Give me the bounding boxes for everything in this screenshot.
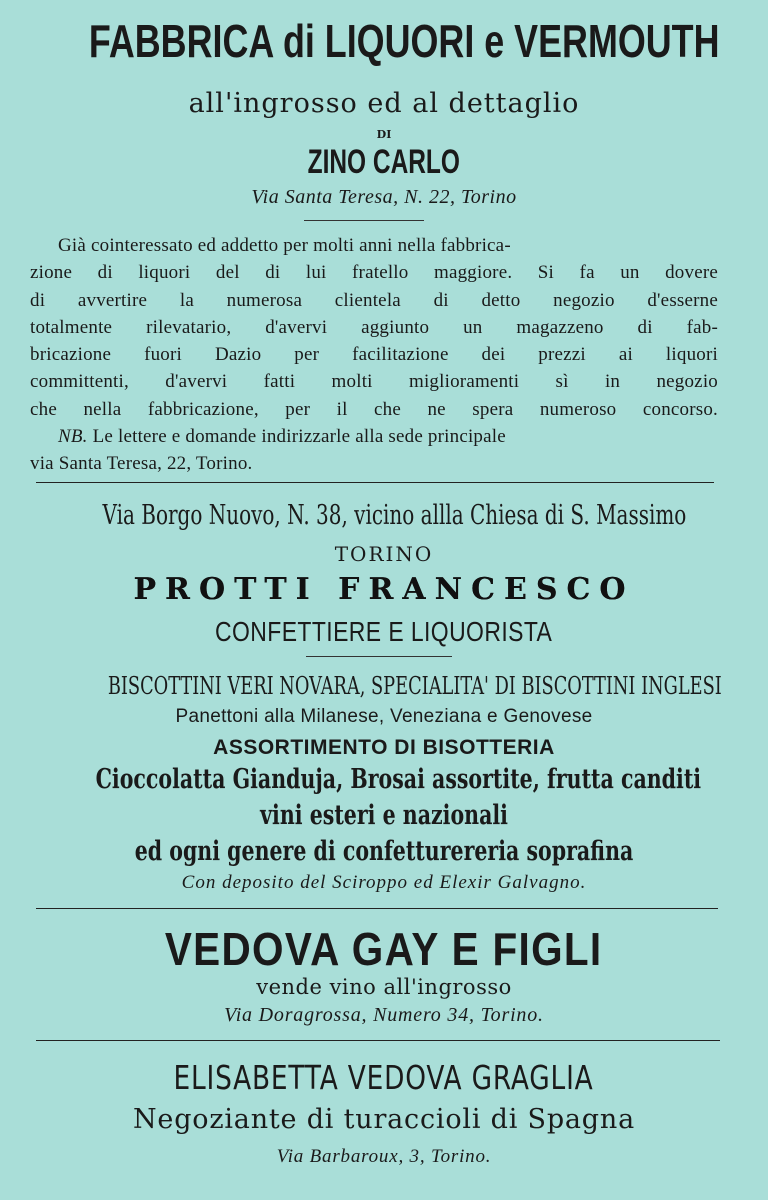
ad1-body-line-4: totalmente rilevatario, d'avervi aggiunto un magazzeno di fab- <box>30 316 718 338</box>
ad3-address: Via Doragrossa, Numero 34, Torino. <box>224 1004 544 1026</box>
ad1-body-line-7: che nella fabbricazione, per il che ne spera numeroso concorso. <box>30 398 718 420</box>
ad2-confection: ed ogni genere di confetturereria soprafina <box>134 836 634 867</box>
ad3-tagline: vende vino all'ingrosso <box>256 975 512 999</box>
ad4-address: Via Barbaroux, 3, Torino. <box>276 1146 492 1167</box>
ad2-city: TORINO <box>334 542 434 566</box>
ad1-headline-row <box>0 14 768 68</box>
ad1-body-line-3: di avvertire la numerosa clientela di detto negozio d'esserne <box>30 289 718 311</box>
ad1-name: ZINO CARLO <box>307 143 461 181</box>
ad2-profession: CONFETTIERE E LIQUORISTA <box>215 616 553 647</box>
ad2-specialty-row <box>0 672 768 700</box>
ad2-profession-row <box>0 616 768 648</box>
ad2-name: PROTTI FRANCESCO <box>133 572 635 607</box>
section-divider-2 <box>36 908 718 909</box>
ad1-body <box>30 232 718 478</box>
ad2-assortment: ASSORTIMENTO DI BISOTTERIA <box>213 736 555 759</box>
ad2-specialty: BISCOTTINI VERI NOVARA, SPECIALITA' DI BISCOTTINI INGLESI <box>107 672 722 700</box>
ad2-confection-row <box>0 836 768 867</box>
ad4-tagline: Negoziante di turaccioli di Spagna <box>133 1104 635 1135</box>
ad1-nb-text-1: Le lettere e domande indirizzarle alla sede principale <box>87 426 506 448</box>
ad2-wines: vini esteri e nazionali <box>260 800 508 831</box>
ad4-name: ELISABETTA VEDOVA GRAGLIA <box>173 1058 594 1097</box>
ad3-name: VEDOVA GAY E FIGLI <box>165 923 603 975</box>
ad2-name-row <box>0 572 768 607</box>
ad2-divider <box>306 656 452 657</box>
ad2-address-row <box>0 500 768 531</box>
ad2-chocolate-row <box>0 764 768 795</box>
ad2-chocolate: Cioccolatta Gianduja, Brosai assortite, frutta canditi <box>95 764 702 795</box>
ad2-wines-row <box>0 800 768 831</box>
ad1-body-line-6: committenti, d'avervi fatti molti miglioramenti sì in negozio <box>30 371 718 393</box>
ad3-name-row <box>0 922 768 976</box>
ad1-subtitle: all'ingrosso ed al dettaglio <box>188 88 580 119</box>
ad1-headline: FABBRICA di LIQUORI e VERMOUTH <box>88 15 720 67</box>
ad2-address: Via Borgo Nuovo, N. 38, vicino allla Chiesa di S. Massimo <box>102 500 687 531</box>
ad1-body-line-2: zione di liquori del di lui fratello maggiore. Si fa un dovere <box>30 262 718 284</box>
section-divider-1 <box>36 482 714 483</box>
section-divider-3 <box>36 1040 720 1041</box>
ad1-di: DI <box>376 128 392 141</box>
ad1-name-row <box>0 143 768 182</box>
ad1-address: Via Santa Teresa, N. 22, Torino <box>251 186 517 208</box>
ad1-divider <box>304 220 424 221</box>
ad1-nb-text-2: via Santa Teresa, 22, Torino. <box>30 453 253 475</box>
ad4-name-row <box>0 1058 768 1097</box>
ad1-body-line-5: bricazione fuori Dazio per facilitazione dei prezzi ai liquori <box>30 344 718 366</box>
ad1-nb-label: NB. <box>58 426 88 448</box>
ad2-panettoni: Panettoni alla Milanese, Veneziana e Genovese <box>175 706 593 727</box>
ad1-body-line-1: Già cointeressato ed addetto per molti anni nella fabbrica- <box>58 235 511 256</box>
ad2-syrup: Con deposito del Sciroppo ed Elexir Galvagno. <box>181 872 587 893</box>
ad1-nb-line <box>30 423 718 450</box>
